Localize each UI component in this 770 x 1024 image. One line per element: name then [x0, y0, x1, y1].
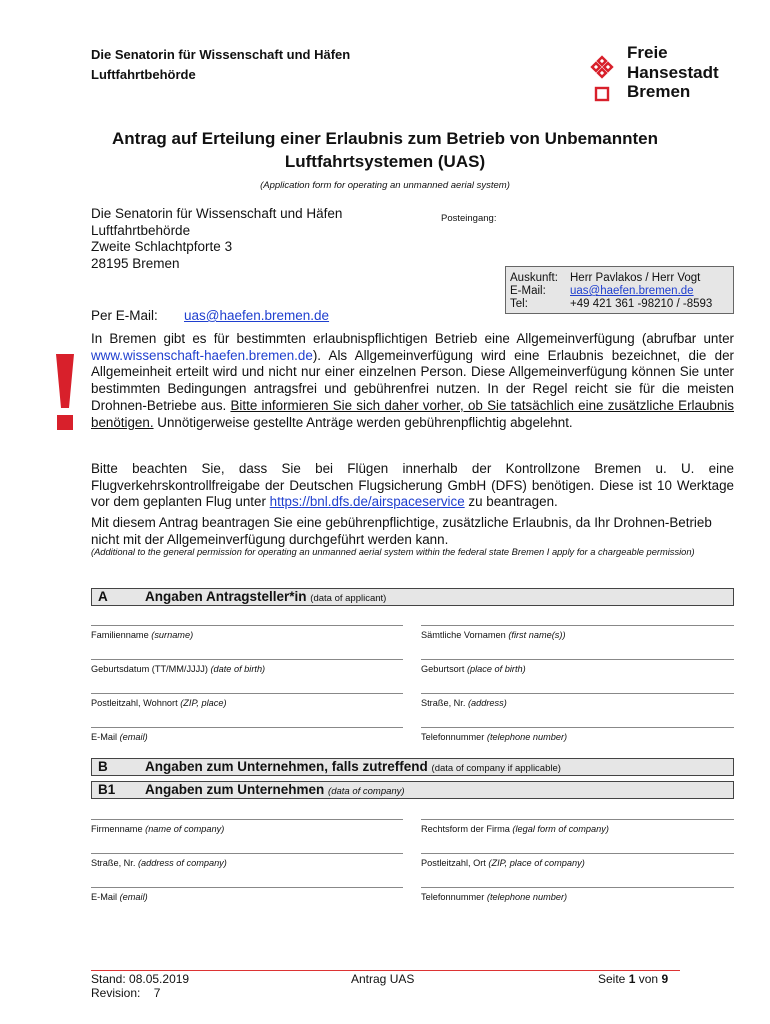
city-line-2: Hansestadt: [627, 62, 719, 82]
page-label: Seite: [598, 972, 626, 986]
city-line-3: Bremen: [627, 82, 691, 101]
field-label: Straße, Nr.: [421, 698, 466, 708]
surname-field[interactable]: [91, 625, 403, 640]
recipient-address: [91, 206, 342, 272]
section-b1-header: [91, 781, 734, 799]
place-of-birth-field[interactable]: [421, 659, 734, 674]
page-of: von: [638, 972, 659, 986]
authority-name: Die Senatorin für Wissenschaft und Häfen: [91, 47, 351, 62]
zip-place-field[interactable]: [91, 693, 403, 708]
field-label: Straße, Nr.: [91, 858, 136, 868]
page-current: 1: [628, 972, 636, 986]
field-hint: (telephone number): [486, 892, 568, 902]
field-label: Familienname: [91, 630, 149, 640]
telephone-field[interactable]: [421, 727, 734, 742]
company-telephone-field[interactable]: [421, 887, 734, 902]
field-label: Telefonnummer: [421, 732, 485, 742]
field-hint: (ZIP, place): [180, 698, 227, 708]
authority-header: [91, 45, 350, 85]
info-contact-persons: Herr Pavlakos / Herr Vogt: [570, 272, 701, 284]
exclamation-alert-icon: [52, 352, 78, 432]
address-line-1: Die Senatorin für Wissenschaft und Häfen: [91, 206, 343, 221]
section-letter: B1: [98, 782, 116, 797]
field-hint: (place of birth): [466, 664, 526, 674]
info-phone: +49 421 361 -98210 / -8593: [570, 298, 713, 310]
date-of-birth-field[interactable]: [91, 659, 403, 674]
allgemeinverfuegung-link[interactable]: www.wissenschaft-haefen.bremen.de: [91, 347, 313, 363]
per-email-link[interactable]: uas@haefen.bremen.de: [184, 308, 330, 323]
field-hint: (name of company): [145, 824, 225, 834]
section-title: [145, 759, 561, 777]
field-label: E-Mail: [91, 732, 118, 742]
section-b-title: Angaben zum Unternehmen, falls zutreffend: [145, 759, 428, 774]
section-a-title: Angaben Antragsteller*in: [145, 589, 307, 604]
para1-text-c: Unnötigerweise gestellte Anträge werden gebührenpflichtig abgelehnt.: [153, 414, 573, 430]
city-line-1: Freie: [627, 43, 668, 62]
street-field[interactable]: [421, 693, 734, 708]
field-label: Geburtsort: [421, 664, 465, 674]
field-hint: (date of birth): [210, 664, 266, 674]
section-b-header: [91, 758, 734, 776]
title-line-2: Luftfahrtsystemen (UAS): [284, 152, 486, 171]
field-hint: (telephone number): [486, 732, 568, 742]
footer-divider: [91, 970, 680, 971]
bremen-key-logo-icon: [589, 55, 615, 105]
field-label: Firmenname: [91, 824, 143, 834]
company-zip-field[interactable]: [421, 853, 734, 868]
para1-underlined: Bitte informieren Sie sich daher vorher, ob Sie tatsächlich eine zusätzliche Erlaubnis benötigen.: [91, 397, 734, 430]
info-paragraph-1: [91, 331, 734, 431]
city-name: [627, 43, 719, 102]
footer-stand: Stand: 08.05.2019: [91, 972, 190, 986]
company-street-field[interactable]: [91, 853, 403, 868]
revision-label: Revision:: [91, 986, 141, 1000]
section-b1-sub: (data of company): [328, 786, 405, 797]
field-label: Telefonnummer: [421, 892, 485, 902]
field-hint: (legal form of company): [512, 824, 609, 834]
footer-page-number: [598, 972, 668, 986]
section-b-sub: (data of company if applicable): [431, 763, 561, 774]
section-a-header: [91, 588, 734, 606]
address-line-4: 28195 Bremen: [91, 255, 180, 271]
dfs-airspace-link[interactable]: https://bnl.dfs.de/airspaceservice: [269, 494, 465, 510]
english-note: (Additional to the general permission for operating an unmanned aerial system within the federal state Bremen I apply for a chargeable permission): [91, 547, 695, 557]
field-label: Postleitzahl, Ort: [421, 858, 486, 868]
section-title: [145, 782, 405, 800]
per-email-row: [91, 308, 329, 323]
per-email-label: Per E-Mail:: [91, 308, 158, 323]
field-label: Geburtsdatum (TT/MM/JJJJ): [91, 664, 208, 674]
field-hint: (first name(s)): [508, 630, 566, 640]
para1-text-b: ). Als Allgemeinverfügung wird eine Erlaubnis bezeichnet, die der Allgemeinheit erteilt wird und nicht nur einer einzelnen Person. Diese Allgemeinverfügung können Sie unter bestimmten Bedingungen antragsfrei und gebührenfrei nutzen. In der Regel reicht sie für die meisten Drohnen-Betriebe aus.: [91, 347, 734, 413]
field-hint: (address): [467, 698, 507, 708]
contact-info-box: [505, 266, 734, 314]
field-label: Postleitzahl, Wohnort: [91, 698, 178, 708]
info-label: Auskunft:: [510, 272, 558, 284]
section-a-sub: (data of applicant): [310, 593, 387, 604]
legal-form-field[interactable]: [421, 819, 734, 834]
para1-text-a: In Bremen gibt es für bestimmten erlaubnispflichtigen Betrieb eine Allgemeinverfügung (abrufbar unter: [91, 331, 734, 346]
info-label: Tel:: [510, 298, 528, 310]
company-email-field[interactable]: [91, 887, 403, 902]
footer-doc-name: Antrag UAS: [351, 972, 415, 986]
field-hint: (ZIP, place of company): [488, 858, 585, 868]
para2-text-a: Bitte beachten Sie, dass Sie bei Flügen innerhalb der Kontrollzone Bremen u. U. eine Flugverkehrskontrollfreigabe der Deutschen Flugsicherung GmbH (DFS) benötigen. Diese ist 10 Werktage vor dem geplanten Flug unter: [91, 461, 734, 510]
section-letter: B: [98, 759, 108, 774]
info-paragraph-2: [91, 461, 734, 511]
field-label: Sämtliche Vornamen: [421, 630, 506, 640]
page-total: 9: [661, 972, 669, 986]
company-name-field[interactable]: [91, 819, 403, 834]
field-label: Rechtsform der Firma: [421, 824, 510, 834]
page-subtitle: (Application form for operating an unmanned aerial system): [260, 180, 510, 191]
authority-dept: Luftfahrtbehörde: [91, 67, 196, 82]
address-line-3: Zweite Schlachtpforte 3: [91, 239, 233, 254]
page-title: [60, 127, 710, 173]
posteingang-label: Posteingang:: [441, 213, 497, 224]
footer-version: [91, 972, 189, 1000]
field-label: E-Mail: [91, 892, 118, 902]
footer-revision: [91, 986, 189, 1000]
field-hint: (email): [119, 892, 148, 902]
field-hint: (surname): [151, 630, 194, 640]
title-line-1: Antrag auf Erteilung einer Erlaubnis zum Betrieb von Unbemannten: [112, 129, 658, 148]
info-paragraph-3: Mit diesem Antrag beantragen Sie eine gebührenpflichtige, zusätzliche Erlaubnis, da Ihr Drohnen-Betrieb nicht mit der Allgemeinverfügung durchgeführt werden kann.: [91, 515, 712, 547]
para2-text-b: zu beantragen.: [464, 494, 558, 510]
info-label: E-Mail:: [510, 285, 546, 297]
first-names-field[interactable]: [421, 625, 734, 640]
section-title: [145, 589, 386, 607]
revision-value: 7: [153, 986, 161, 1000]
field-hint: (email): [119, 732, 148, 742]
email-field[interactable]: [91, 727, 403, 742]
section-b1-title: Angaben zum Unternehmen: [145, 782, 325, 797]
address-line-2: Luftfahrtbehörde: [91, 222, 191, 238]
section-letter: A: [98, 589, 108, 604]
field-hint: (address of company): [137, 858, 227, 868]
info-email-link[interactable]: uas@haefen.bremen.de: [570, 285, 694, 297]
